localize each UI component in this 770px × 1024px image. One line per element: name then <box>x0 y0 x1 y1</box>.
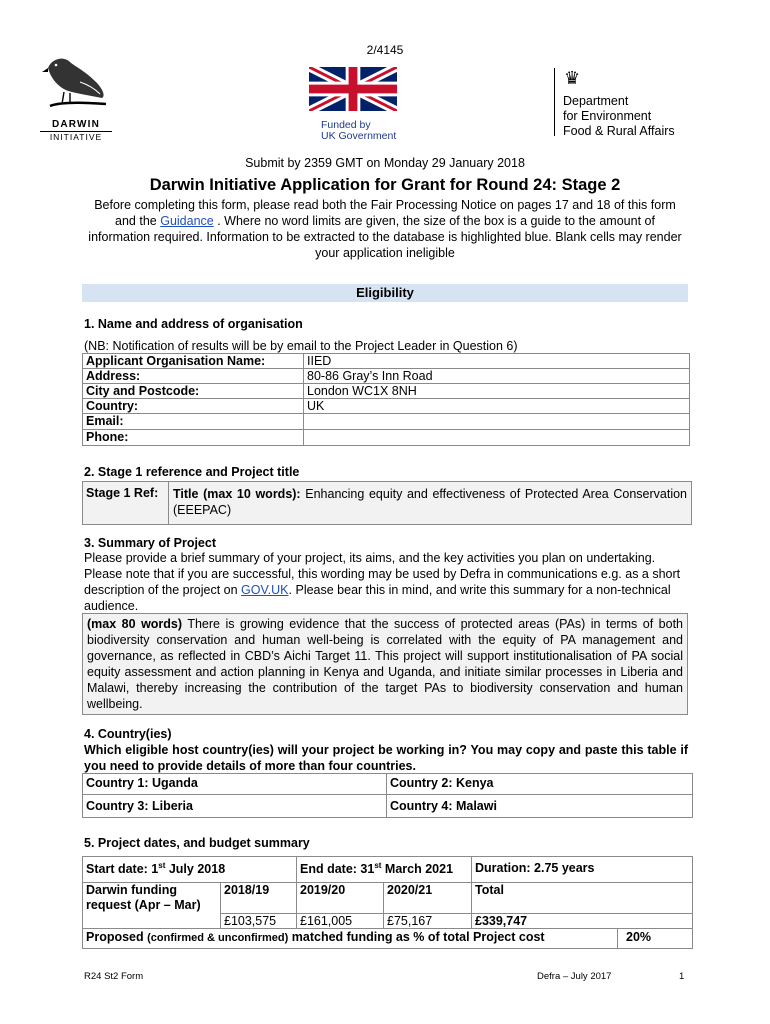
footer-date: Defra – July 2017 <box>537 971 612 982</box>
guidance-link[interactable]: Guidance <box>160 214 214 228</box>
phone-field[interactable] <box>304 430 690 446</box>
total-header: Total <box>472 883 693 914</box>
darwin-logo-text: DARWIN <box>51 119 101 130</box>
amount-2018-19-field[interactable]: £103,575 <box>221 914 297 929</box>
table-row <box>83 399 690 414</box>
country-2-field[interactable]: Country 2: Kenya <box>387 774 693 795</box>
countries-table <box>82 773 693 818</box>
dates-budget-table <box>82 856 693 949</box>
defra-line2: for Environment <box>563 109 652 123</box>
matched-funding-label <box>83 929 618 949</box>
end-date-rest: March 2021 <box>381 862 454 877</box>
q3-text-before: Please provide a brief summary of your project, its aims, and the key activities you plan on undertaking. Please note that if you are successful, this wording may be used by Defra in communications e.g. as a short description of the project on <box>84 551 681 597</box>
org-name-label: Applicant Organisation Name: <box>83 354 304 369</box>
submission-deadline: Submit by 2359 GMT on Monday 29 January 2018 <box>245 156 525 170</box>
table-row <box>83 795 693 818</box>
table-row <box>83 354 690 369</box>
email-field[interactable] <box>304 414 690 430</box>
defra-name <box>563 94 675 139</box>
matched-funding-field[interactable]: 20% <box>618 929 693 949</box>
project-title-table <box>82 481 692 525</box>
q4-question: Which eligible host country(ies) will your project be working in? You may copy and paste this table if you need to provide details of more than four countries. <box>84 743 688 773</box>
funded-by-line2: UK Government <box>321 130 397 142</box>
table-row <box>83 482 692 525</box>
table-row <box>83 883 693 914</box>
organisation-table <box>82 353 690 446</box>
project-summary-field[interactable] <box>82 613 688 715</box>
table-row <box>83 384 690 399</box>
start-date-sup: st <box>158 861 166 870</box>
table-row <box>83 369 690 384</box>
address-label: Address: <box>83 369 304 384</box>
amount-2020-21-field[interactable]: £75,167 <box>384 914 472 929</box>
intro-paragraph <box>84 197 686 261</box>
q2-heading: 2. Stage 1 reference and Project title <box>84 465 300 479</box>
funded-by-text <box>321 120 397 142</box>
initiative-logo-text: INITIATIVE <box>40 131 112 142</box>
finch-bird-icon <box>40 52 112 114</box>
royal-crest-icon: ♛ <box>564 68 581 88</box>
footer-form-name: R24 St2 Form <box>84 971 144 982</box>
country-4-field[interactable]: Country 4: Malawi <box>387 795 693 818</box>
year-2020-21-header: 2020/21 <box>384 883 472 914</box>
matched-funding-label-c: matched funding as % of total Project cost <box>288 930 545 945</box>
project-title-field[interactable] <box>169 482 692 525</box>
title-label: Title (max 10 words): <box>173 487 301 501</box>
total-amount-field[interactable]: £339,747 <box>472 914 693 929</box>
email-label: Email: <box>83 414 304 430</box>
union-flag-icon <box>309 64 397 114</box>
city-postcode-field[interactable]: London WC1X 8NH <box>304 384 690 399</box>
table-row <box>83 929 693 949</box>
duration-field[interactable]: Duration: 2.75 years <box>472 857 693 883</box>
matched-funding-label-b: (confirmed & unconfirmed) <box>147 932 289 945</box>
country-3-field[interactable]: Country 3: Liberia <box>83 795 387 818</box>
q5-heading: 5. Project dates, and budget summary <box>84 836 310 850</box>
org-name-field[interactable]: IIED <box>304 354 690 369</box>
q4-heading: 4. Country(ies) <box>84 727 172 741</box>
intro-text-before: Before completing this form, please read both the Fair Processing Notice on pages 17 and 18 of this form and the <box>94 198 676 228</box>
end-date-sup: st <box>374 861 382 870</box>
funding-request-label: Darwin funding request (Apr – Mar) <box>83 883 221 929</box>
eligibility-heading: Eligibility <box>82 284 688 302</box>
darwin-initiative-logo <box>40 52 112 142</box>
defra-line1: Department <box>563 94 629 108</box>
address-field[interactable]: 80-86 Gray’s Inn Road <box>304 369 690 384</box>
funded-by-line1: Funded by <box>321 119 371 131</box>
country-1-field[interactable]: Country 1: Uganda <box>83 774 387 795</box>
table-row <box>83 414 690 430</box>
table-row <box>83 430 690 446</box>
q3-text-after: . Please bear this in mind, and write this summary for a non-technical audience. <box>84 583 671 613</box>
city-postcode-label: City and Postcode: <box>83 384 304 399</box>
q1-heading: 1. Name and address of organisation <box>84 317 303 331</box>
stage1-ref-label: Stage 1 Ref: <box>83 482 169 525</box>
form-reference: 2/4145 <box>366 43 404 57</box>
uk-government-logo <box>309 64 397 142</box>
year-2018-19-header: 2018/19 <box>221 883 297 914</box>
start-date-field[interactable] <box>83 857 297 883</box>
gov-uk-link[interactable]: GOV.UK <box>241 583 289 597</box>
defra-line3: Food & Rural Affairs <box>563 124 675 138</box>
title-value: Enhancing equity and effectiveness of Protected Area Conservation (EEEPAC) <box>173 487 688 517</box>
q1-note: (NB: Notification of results will be by email to the Project Leader in Question 6) <box>84 339 518 353</box>
amount-2019-20-field[interactable]: £161,005 <box>297 914 384 929</box>
q3-instructions <box>84 550 688 614</box>
end-date-field[interactable] <box>297 857 472 883</box>
q3-heading: 3. Summary of Project <box>84 536 216 550</box>
defra-divider <box>554 68 555 136</box>
matched-funding-label-a: Proposed <box>86 930 148 945</box>
start-date-label: Start date: 1 <box>86 862 159 877</box>
table-row <box>83 774 693 795</box>
country-label: Country: <box>83 399 304 414</box>
phone-label: Phone: <box>83 430 304 446</box>
country-field[interactable]: UK <box>304 399 690 414</box>
end-date-label: End date: 31 <box>300 862 375 877</box>
summary-word-limit: (max 80 words) <box>87 617 183 631</box>
intro-text-after: . Where no word limits are given, the size of the box is a guide to the amount of information required. Information to be extracted to the database is highlighted blue. Blank cells may render your application ineligible <box>88 214 682 260</box>
page-title: Darwin Initiative Application for Grant for Round 24: Stage 2 <box>149 176 621 194</box>
page-number: 1 <box>679 971 685 982</box>
year-2019-20-header: 2019/20 <box>297 883 384 914</box>
start-date-rest: July 2018 <box>165 862 226 877</box>
table-row <box>83 857 693 883</box>
summary-text: There is growing evidence that the success of protected areas (PAs) in terms of both biodiversity conservation and human well-being is correlated with the equity of PA management and governance, as reflected in CBD’s Aichi Target 11. This project will support institutionalisation of PA social equity assessment and action planning in Kenya and Uganda, and initiate similar processes in Liberia and Malawi, thereby increasing the contribution of the target PAs to biodiversity conservation and human wellbeing. <box>87 617 683 711</box>
